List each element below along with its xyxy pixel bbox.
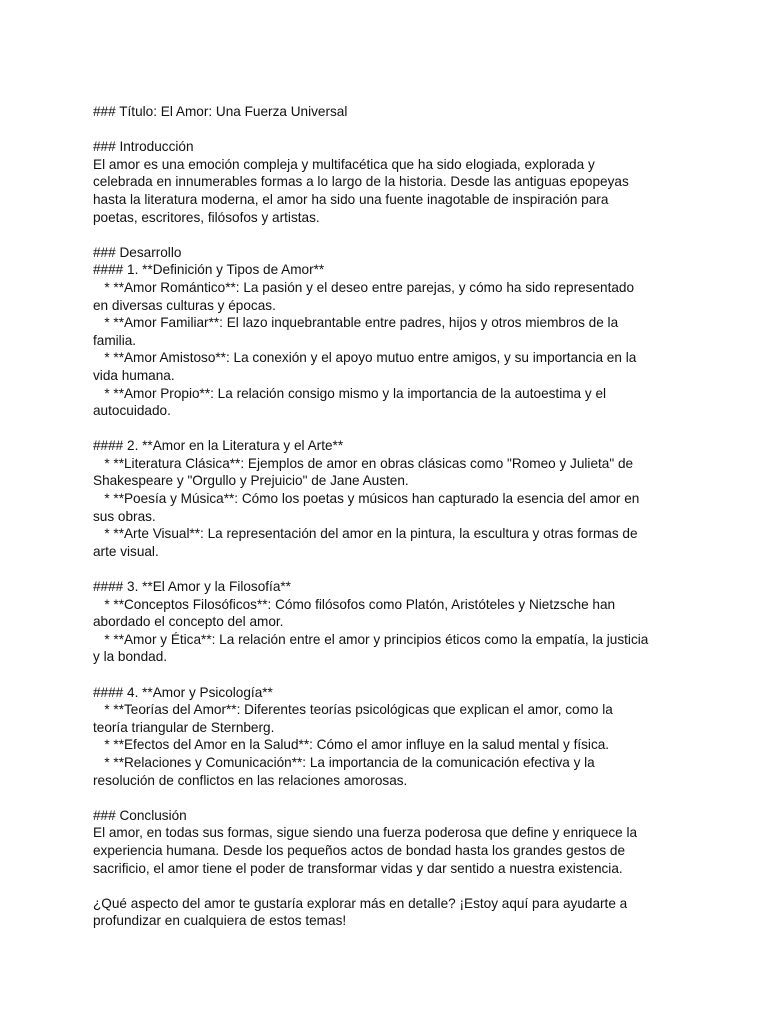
conclusion-line: experiencia humana. Desde los pequeños actos de bondad hasta los grandes gestos de [93,842,626,858]
spacer [93,877,683,895]
section-3-heading: #### 3. **El Amor y la Filosofía** [93,579,291,595]
intro-line: poetas, escritores, filósofos y artistas. [93,209,320,225]
spacer [93,420,683,438]
closing-line: ¿Qué aspecto del amor te gustaría explorar más en detalle? ¡Estoy aquí para ayudarte a [93,895,628,911]
conclusion-heading: ### Conclusión [93,807,187,823]
section-4-line: * **Teorías del Amor**: Diferentes teorías psicológicas que explican el amor, como la [93,702,613,718]
spacer [93,560,683,578]
conclusion-line: El amor, en todas sus formas, sigue siendo una fuerza poderosa que define y enriquece la [93,825,638,841]
spacer [93,226,683,244]
closing-line: profundizar en cualquiera de estos temas! [93,913,347,929]
section-4-line: * **Efectos del Amor en la Salud**: Cómo el amor influye en la salud mental y física. [93,737,610,753]
section-2-line: sus obras. [93,508,156,524]
section-2-line: * **Poesía y Música**: Cómo los poetas y músicos han capturado la esencia del amor en [93,491,640,507]
intro-heading: ### Introducción [93,139,194,155]
section-1-heading: #### 1. **Definición y Tipos de Amor** [93,262,325,278]
conclusion-line: sacrificio, el amor tiene el poder de transformar vidas y dar sentido a nuestra existencia. [93,860,623,876]
section-1-line: autocuidado. [93,403,171,419]
section-1-line: * **Amor Propio**: La relación consigo mismo y la importancia de la autoestima y el [93,385,607,401]
section-4-heading: #### 4. **Amor y Psicología** [93,684,273,700]
development-heading: ### Desarrollo [93,244,182,260]
intro-line: hasta la literatura moderna, el amor ha sido una fuente inagotable de inspiración para [93,191,609,207]
section-2-line: Shakespeare y "Orgullo y Prejuicio" de Jane Austen. [93,473,409,489]
intro-line: El amor es una emoción compleja y multifacética que ha sido elogiada, explorada y [93,156,595,172]
spacer [93,121,683,139]
section-2-line: * **Arte Visual**: La representación del amor en la pintura, la escultura y otras formas de [93,526,638,542]
section-1-line: * **Amor Familiar**: El lazo inquebrantable entre padres, hijos y otros miembros de la [93,315,619,331]
section-3-line: * **Amor y Ética**: La relación entre el amor y principios éticos como la empatía, la justicia [93,631,649,647]
section-3-line: y la bondad. [93,649,168,665]
section-4-line: * **Relaciones y Comunicación**: La importancia de la comunicación efectiva y la [93,754,595,770]
intro-line: celebrada en innumerables formas a lo largo de la historia. Desde las antiguas epopeyas [93,174,629,190]
section-2-heading: #### 2. **Amor en la Literatura y el Arte** [93,438,344,454]
section-1-line: * **Amor Romántico**: La pasión y el deseo entre parejas, y cómo ha sido representado [93,279,635,295]
section-3-line: abordado el concepto del amor. [93,614,284,630]
section-1-line: en diversas culturas y épocas. [93,297,276,313]
spacer [93,666,683,684]
section-2-line: * **Literatura Clásica**: Ejemplos de amor en obras clásicas como "Romeo y Julieta" de [93,455,634,471]
section-1-line: * **Amor Amistoso**: La conexión y el apoyo mutuo entre amigos, y su importancia en la [93,350,637,366]
section-2-line: arte visual. [93,543,159,559]
document-body [93,103,683,930]
spacer [93,789,683,807]
document-title: ### Título: El Amor: Una Fuerza Universal [93,104,348,119]
section-1-line: vida humana. [93,367,175,383]
section-3-line: * **Conceptos Filosóficos**: Cómo filósofos como Platón, Aristóteles y Nietzsche han [93,596,616,612]
section-4-line: resolución de conflictos en las relaciones amorosas. [93,772,408,788]
section-4-line: teoría triangular de Sternberg. [93,719,275,735]
section-1-line: familia. [93,332,137,348]
